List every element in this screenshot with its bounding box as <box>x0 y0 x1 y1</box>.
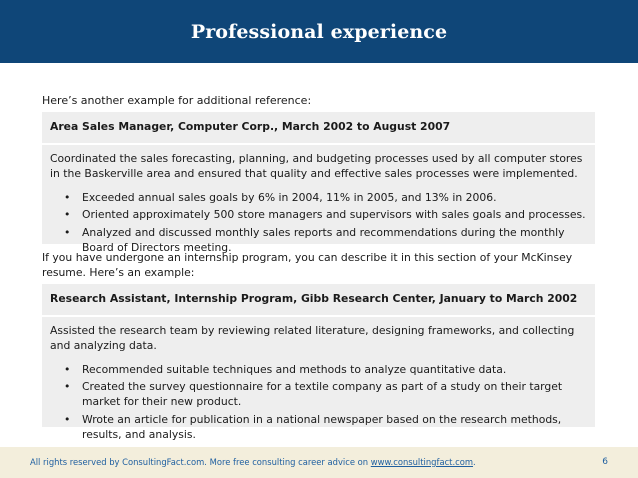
bullet-text: Wrote an article for publication in a national newspaper based on the research methods, results, and analysis. <box>82 412 562 441</box>
page-title: Professional experience <box>190 20 448 43</box>
footer <box>0 447 638 478</box>
example-box-sales-manager <box>42 112 595 254</box>
example-description: Coordinated the sales forecasting, planning, and budgeting processes used by all computer stores in the Baskerville area and ensured that quality and effective sales processes were implemented. <box>50 152 583 181</box>
bullet-text: Analyzed and discussed monthly sales reports and recommendations during the monthly Board of Directors meeting. <box>82 225 565 254</box>
bullet-text: Oriented approximately 500 store managers and supervisors with sales goals and processes. <box>82 208 586 222</box>
bullet-text: Exceeded annual sales goals by 6% in 2004, 11% in 2005, and 13% in 2006. <box>82 190 497 204</box>
bullet-icon: • <box>64 190 71 204</box>
example-description: Assisted the research team by reviewing related literature, designing frameworks, and collecting and analyzing data. <box>50 324 575 353</box>
bullet-list <box>50 190 589 255</box>
list-item <box>50 362 589 377</box>
bullet-icon: • <box>64 380 71 394</box>
intro-text: Here’s another example for additional reference: <box>42 94 312 107</box>
bullet-icon: • <box>64 412 71 426</box>
page-number: 6 <box>602 457 608 467</box>
list-item <box>50 412 589 442</box>
bullet-icon: • <box>64 225 71 239</box>
example-title-row <box>50 291 589 317</box>
bullet-text: Created the survey questionnaire for a textile company as part of a study on their target market for their new product. <box>82 380 563 409</box>
example-title: Research Assistant, Internship Program, Gibb Research Center, January to March 2002 <box>50 292 578 305</box>
footer-period: . <box>473 457 476 467</box>
footer-copyright <box>30 457 476 467</box>
example-title-row <box>50 119 589 145</box>
list-item <box>50 207 589 222</box>
slide-header <box>0 0 638 63</box>
footer-website-link[interactable]: www.consultingfact.com <box>370 457 474 467</box>
bullet-icon: • <box>64 362 71 376</box>
bullet-text: Recommended suitable techniques and methods to analyze quantitative data. <box>82 362 507 376</box>
example-title: Area Sales Manager, Computer Corp., March 2002 to August 2007 <box>50 120 451 133</box>
list-item <box>50 379 589 409</box>
internship-intro-text: If you have undergone an internship program, you can describe it in this section of your McKinsey resume. Here’s an example: <box>42 251 573 279</box>
list-item <box>50 190 589 205</box>
bullet-list <box>50 362 589 442</box>
example-box-research-assistant <box>42 284 595 441</box>
bullet-icon: • <box>64 208 71 222</box>
footer-text: All rights reserved by ConsultingFact.com. More free consulting career advice on <box>30 457 371 467</box>
